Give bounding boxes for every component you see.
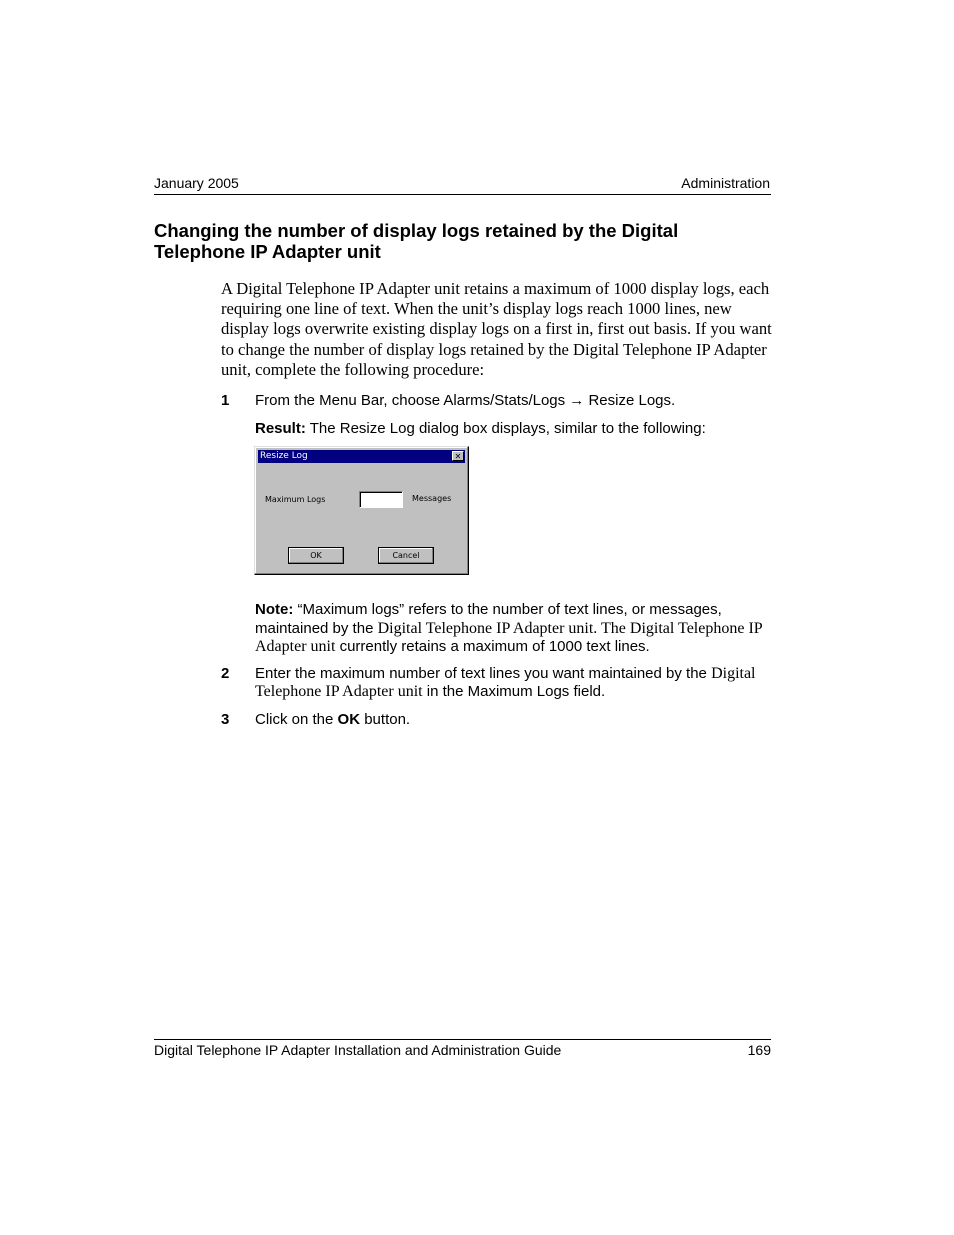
ok-button[interactable]: OK — [288, 547, 344, 564]
messages-label: Messages — [412, 494, 452, 503]
intro-paragraph: A Digital Telephone IP Adapter unit retains a maximum of 1000 display logs, each requiring one line of text. When the unit’s display logs reach 1000 lines, new display logs overwrite existing display logs on a first in, first out basis. If you want to change the number of display logs retained by the Digital Telephone IP Adapter unit, complete the following procedure: — [221, 279, 772, 379]
step-3-text-bold: OK — [337, 711, 361, 728]
note-text-b: Digital Telephone IP Adapter unit. The Digital Telephone IP Adapter unit — [255, 619, 763, 655]
dialog-title: Resize Log — [260, 451, 308, 461]
header-section: Administration — [681, 175, 770, 191]
step-2-text — [255, 665, 775, 701]
step-2-text-c: in the Maximum Logs field. — [422, 683, 606, 700]
close-icon[interactable]: ✕ — [452, 451, 464, 461]
footer-rule — [154, 1039, 771, 1040]
result-label: Result: — [255, 420, 306, 437]
maximum-logs-label: Maximum Logs — [265, 495, 326, 504]
note-paragraph — [255, 601, 775, 657]
header-date: January 2005 — [154, 175, 239, 191]
result-text: The Resize Log dialog box displays, similar to the following: — [305, 420, 706, 437]
section-title: Changing the number of display logs retained by the Digital Telephone IP Adapter unit — [154, 220, 679, 262]
note-text-a: “Maximum logs” refers to the number of text lines, or messages, maintained by the — [255, 601, 722, 637]
step-3-text — [255, 711, 410, 729]
step-2-text-a: Enter the maximum number of text lines you want maintained by the — [255, 665, 712, 682]
step-1-number: 1 — [221, 392, 230, 409]
result-line — [255, 420, 706, 438]
header-rule — [154, 194, 771, 195]
page-number: 169 — [747, 1042, 771, 1058]
note-label: Note: — [255, 601, 294, 618]
footer-title: Digital Telephone IP Adapter Installation and Administration Guide — [154, 1042, 562, 1058]
step-3-text-a: Click on the — [255, 711, 338, 728]
dialog-titlebar — [258, 450, 465, 463]
cancel-button[interactable]: Cancel — [378, 547, 434, 564]
note-text-c: currently retains a maximum of 1000 text lines. — [335, 638, 650, 655]
step-2-number: 2 — [221, 665, 230, 682]
step-2-text-b: Digital Telephone IP Adapter unit — [255, 665, 756, 700]
step-3-text-c: button. — [360, 711, 411, 728]
resize-log-dialog — [254, 446, 469, 575]
step-3-number: 3 — [221, 711, 230, 728]
maximum-logs-input[interactable] — [359, 491, 403, 508]
step-1-text: From the Menu Bar, choose Alarms/Stats/Logs → Resize Logs. — [255, 392, 676, 409]
